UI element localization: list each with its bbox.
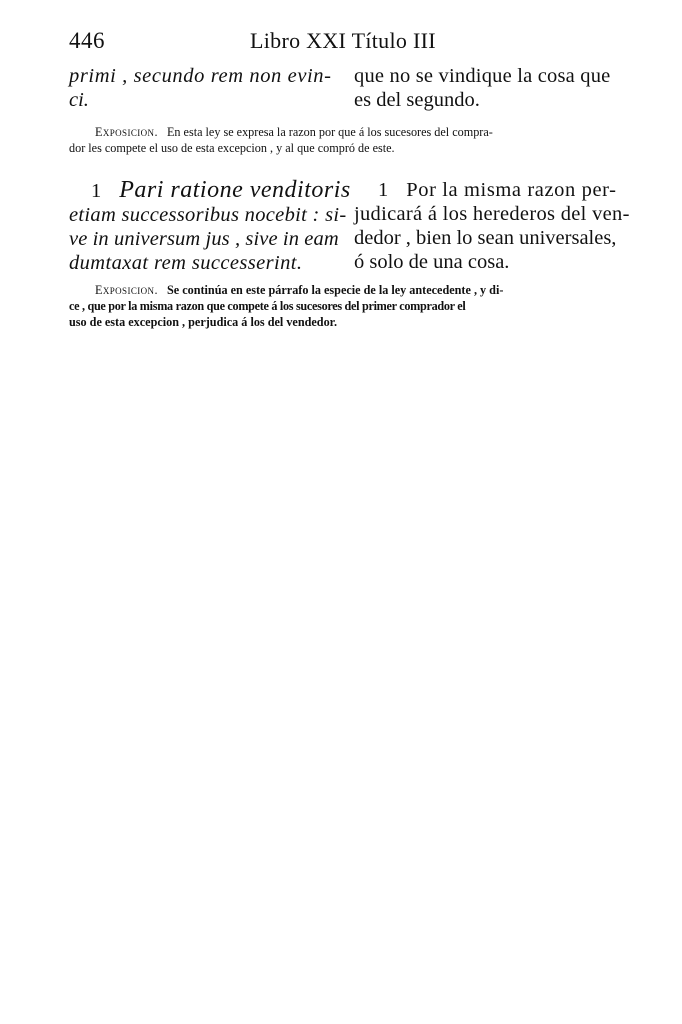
exposicion-text: Se continúa en este párrafo la especie de la ley antecedente , y di- <box>166 283 504 297</box>
spanish-line: que no se vindique la cosa que <box>354 65 611 87</box>
exposicion-label: Exposicion. <box>95 283 158 297</box>
exposicion-line <box>69 124 615 140</box>
spanish-line <box>354 178 616 202</box>
running-title: Libro XXI Título III <box>250 28 436 53</box>
exposicion-line: uso de esta excepcion , perjudica á los del vendedor. <box>69 315 338 329</box>
latin-line: dumtaxat rem successerint. <box>69 252 303 274</box>
exposicion-line <box>69 282 615 298</box>
spanish-line: judicará á los herederos del ven- <box>354 203 630 225</box>
latin-line: ve in universum jus , sive in eam <box>69 228 339 250</box>
exposicion-text: En esta ley se expresa la razon por que á los sucesores del compra- <box>166 125 493 139</box>
latin-line-text: Pari ratione venditoris <box>119 177 351 203</box>
exposicion-2 <box>69 282 615 330</box>
latin-line: primi , secundo rem non evin- <box>69 65 332 87</box>
exposicion-line: ce , que por la misma razon que compete á los sucesores del primer comprador el <box>69 299 466 313</box>
spanish-line: dedor , bien lo sean universales, <box>354 227 617 249</box>
exposicion-line: dor les compete el uso de esta excepcion , y al que compró de este. <box>69 141 395 155</box>
page-number: 446 <box>69 28 105 53</box>
spanish-line: ó solo de una cosa. <box>354 251 510 273</box>
latin-text-block-1 <box>69 64 332 112</box>
spanish-text-block-1 <box>354 64 616 112</box>
paragraph-number: 1 <box>378 179 389 201</box>
spanish-line: es del segundo. <box>354 89 480 111</box>
paragraph-number: 1 <box>91 180 102 202</box>
latin-line <box>69 177 351 203</box>
spanish-text-block-2 <box>354 178 630 274</box>
spanish-line-text: Por la misma razon per- <box>406 179 617 201</box>
latin-line: ci. <box>69 89 89 111</box>
exposicion-label: Exposicion. <box>95 125 158 139</box>
latin-text-block-2 <box>69 177 351 275</box>
latin-line: etiam successoribus nocebit : si- <box>69 204 347 226</box>
exposicion-1 <box>69 124 615 156</box>
